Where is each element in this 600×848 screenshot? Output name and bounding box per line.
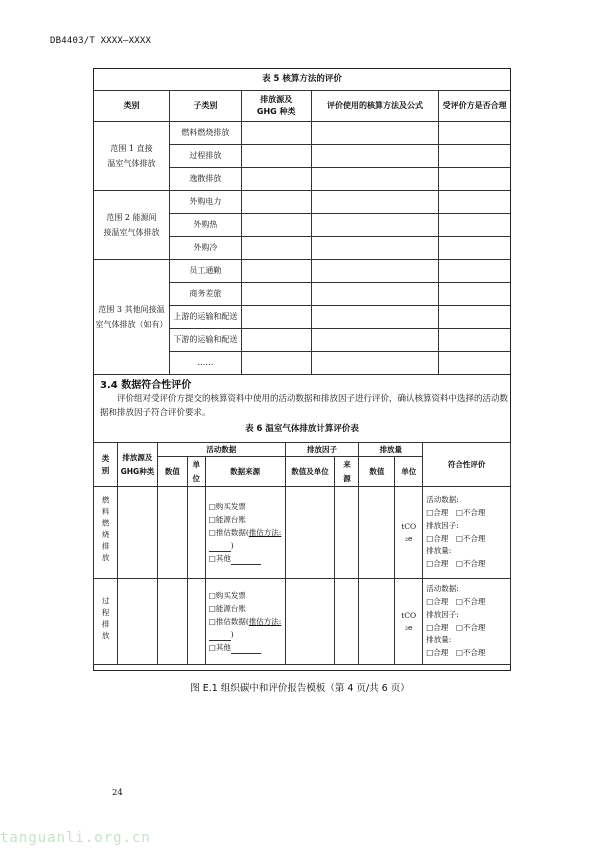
emission-unit-text: tCO₂e <box>401 522 417 543</box>
conf-emission-label: 排放量: <box>426 635 452 645</box>
watermark: tanguanli.org.cn <box>0 830 151 846</box>
conf-emission-label: 排放量: <box>426 546 452 556</box>
conf-reasonable[interactable]: □合理 <box>426 507 449 517</box>
conformity-checks[interactable] <box>423 487 511 579</box>
figure-caption: 图 E.1 组织碳中和评价报告模板（第 4 页/共 6 页） <box>190 683 410 694</box>
sub-ellipsis: …… <box>169 352 241 375</box>
group-scope-3-label: 范围 3 其他间接温室气体排放（如有） <box>95 304 168 329</box>
cell[interactable] <box>117 487 157 579</box>
conf-factor-options[interactable] <box>426 533 510 546</box>
conf-activity-options[interactable] <box>426 507 510 520</box>
cell[interactable] <box>187 487 205 579</box>
conf-factor-options[interactable] <box>426 622 510 635</box>
option-estimate-close: ) <box>230 541 234 551</box>
option-estimate-text: □推估数据( <box>208 616 249 626</box>
group-scope-1-label: 范围 1 直接温室气体排放 <box>107 143 156 168</box>
col-header-origin <box>335 457 359 487</box>
row-category-fuel <box>94 487 118 579</box>
row-category-fuel-text: 燃料燃烧排放 <box>101 496 111 566</box>
sub-downstream-transport: 下游的运输和配送 <box>169 329 241 352</box>
col-header-activity: 活动数据 <box>157 443 285 457</box>
col-header-method: 评价使用的核算方法及公式 <box>311 91 439 122</box>
option-estimate[interactable] <box>209 615 285 641</box>
cell[interactable] <box>117 579 157 665</box>
option-estimate-close: ) <box>230 630 234 640</box>
data-source-options[interactable] <box>205 579 285 665</box>
row-category-process <box>94 579 118 665</box>
col-header-subcategory: 子类别 <box>169 91 241 122</box>
col-header-category-text: 类别 <box>101 454 110 475</box>
cell[interactable] <box>157 487 187 579</box>
option-other-text: □其他 <box>208 554 231 564</box>
sub-process: 过程排放 <box>169 145 241 168</box>
sub-purchased-cooling: 外购冷 <box>169 237 241 260</box>
col-header-reasonable: 受评价方是否合理 <box>439 91 511 122</box>
col-header-data-source: 数据来源 <box>205 457 285 487</box>
cell[interactable] <box>157 579 187 665</box>
conf-unreasonable[interactable]: □不合理 <box>455 533 486 543</box>
section-title: 3.4 数据符合性评价 <box>100 380 192 391</box>
sub-purchased-electricity: 外购电力 <box>169 191 241 214</box>
col-header-emission: 排放量 <box>359 443 423 457</box>
col-header-activity-unit-text: 单位 <box>192 460 201 483</box>
table-6-emission-calc-evaluation <box>93 442 511 665</box>
conf-activity-options[interactable] <box>426 596 510 609</box>
conformity-checks[interactable] <box>423 579 511 665</box>
cell[interactable] <box>359 579 395 665</box>
conf-activity-label: 活动数据: <box>426 494 459 504</box>
data-source-options[interactable] <box>205 487 285 579</box>
conf-unreasonable[interactable]: □不合理 <box>455 507 486 517</box>
sub-fugitive: 逸散排放 <box>169 168 241 191</box>
cell[interactable] <box>335 487 359 579</box>
col-header-conformity: 符合性评价 <box>423 443 511 487</box>
conf-unreasonable[interactable]: □不合理 <box>455 596 486 606</box>
option-ledger[interactable]: □能源台账 <box>208 603 246 613</box>
option-other-blank[interactable] <box>231 653 261 654</box>
option-invoice[interactable]: □购买发票 <box>208 501 246 511</box>
sub-employee-commute: 员工通勤 <box>169 260 241 283</box>
col-header-source <box>117 443 157 487</box>
conf-unreasonable[interactable]: □不合理 <box>455 622 486 632</box>
cell[interactable] <box>335 579 359 665</box>
col-header-value-unit-text: 数值及单位 <box>291 466 329 476</box>
option-ledger[interactable]: □能源台账 <box>208 514 246 524</box>
cell[interactable] <box>285 579 335 665</box>
emission-unit <box>395 579 423 665</box>
conf-activity-label: 活动数据: <box>426 583 459 593</box>
sub-business-travel: 商务差旅 <box>169 283 241 306</box>
document-code: DB4403/T XXXX—XXXX <box>50 36 152 46</box>
option-estimate[interactable] <box>209 526 285 552</box>
estimate-method-label: 推估方法: <box>248 616 282 626</box>
col-header-activity-value: 数值 <box>157 457 187 487</box>
option-estimate-text: □推估数据( <box>208 527 249 537</box>
col-header-factor: 排放因子 <box>285 443 359 457</box>
col-header-value-unit <box>285 457 335 487</box>
conf-reasonable[interactable]: □合理 <box>426 533 449 543</box>
conf-factor-label: 排放因子: <box>426 609 459 619</box>
col-header-origin-text: 来源 <box>343 460 351 483</box>
option-other-blank[interactable] <box>231 564 261 565</box>
conf-reasonable[interactable]: □合理 <box>426 648 449 658</box>
sub-purchased-heat: 外购热 <box>169 214 241 237</box>
option-other-text: □其他 <box>208 643 231 653</box>
cell[interactable] <box>187 579 205 665</box>
conf-unreasonable[interactable]: □不合理 <box>455 559 486 569</box>
table-6-caption: 表 6 温室气体排放计算评价表 <box>245 424 359 434</box>
col-header-emission-value: 数值 <box>359 457 395 487</box>
col-header-source-text: 排放源及GHG种类 <box>120 453 155 476</box>
cell[interactable] <box>359 487 395 579</box>
col-header-source-ghg-text: 排放源及 GHG 种类 <box>256 95 296 116</box>
conf-reasonable[interactable]: □合理 <box>426 596 449 606</box>
option-invoice[interactable]: □购买发票 <box>208 590 246 600</box>
conf-reasonable[interactable]: □合理 <box>426 622 449 632</box>
sub-fuel-combustion: 燃料燃烧排放 <box>169 122 241 145</box>
cell[interactable] <box>285 487 335 579</box>
col-header-category: 类别 <box>94 91 170 122</box>
conf-factor-label: 排放因子: <box>426 520 459 530</box>
conf-emission-options[interactable] <box>426 558 510 571</box>
emission-unit-text: tCO₂e <box>401 611 417 632</box>
group-scope-2-label: 范围 2 能源间接温室气体排放 <box>103 212 160 237</box>
conf-emission-options[interactable] <box>426 647 510 660</box>
option-other[interactable] <box>209 552 285 565</box>
col-header-emission-unit: 单位 <box>395 457 423 487</box>
table-5-caption: 表 5 核算方法的评价 <box>94 68 511 91</box>
estimate-method-label: 推估方法: <box>248 527 282 537</box>
conf-unreasonable[interactable]: □不合理 <box>455 648 486 658</box>
emission-unit <box>395 487 423 579</box>
option-other[interactable] <box>209 641 285 654</box>
row-category-process-text: 过程排放 <box>101 596 111 643</box>
sub-upstream-transport: 上游的运输和配送 <box>169 306 241 329</box>
conf-reasonable[interactable]: □合理 <box>426 559 449 569</box>
section-paragraph: 评价组对受评价方提交的核算资料中使用的活动数据和排放因子进行评价，确认核算资料中选择的活动数据和排放因子符合评价要求。 <box>100 394 509 418</box>
col-header-activity-unit <box>187 457 205 487</box>
page-number: 24 <box>112 788 123 798</box>
col-header-category <box>94 443 118 487</box>
